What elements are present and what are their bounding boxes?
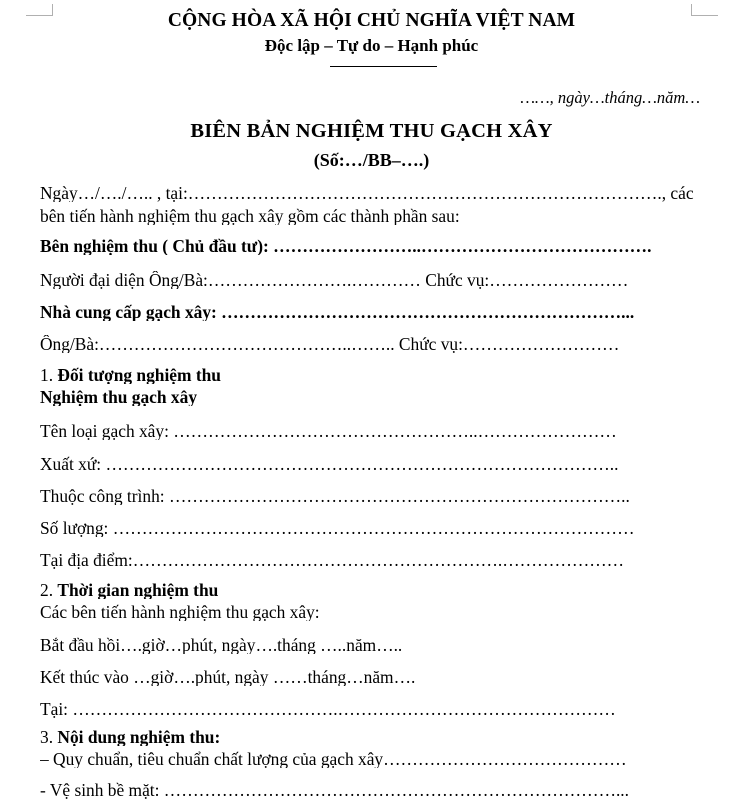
field-quantity: Số lượng: ……………………………………………………………………………… (40, 519, 635, 538)
section-1-number: 1. (40, 366, 54, 385)
document-number: (Số:…/BB–….) (313, 150, 430, 170)
field-time-start: Bắt đầu hồi….giờ…phút, ngày….tháng …..năm….. (40, 636, 403, 655)
section-1-heading (40, 366, 705, 384)
section-1-title: Đối tượng nghiệm thu (57, 366, 221, 385)
section-1-subheading: Nghiệm thu gạch xây (40, 388, 198, 407)
section-2-title: Thời gian nghiệm thu (57, 581, 219, 600)
content-item-surface: - Vệ sinh bề mặt: ……………………………………………………………………... (40, 781, 630, 800)
section-3-heading (40, 728, 705, 746)
field-origin: Xuất xứ: …………………………………………………………………………….. (40, 455, 619, 474)
section-2-heading (40, 581, 705, 599)
field-inspection-party: Bên nghiệm thu ( Chủ đầu tư): ……………………..…………………………………. (40, 237, 652, 256)
field-representative: Người đại diện Ông/Bà:…………………….………… Chức vụ:…………………… (40, 271, 629, 290)
national-motto: Độc lập – Tự do – Hạnh phúc (264, 36, 479, 55)
document-title: BIÊN BẢN NGHIỆM THU GẠCH XÂY (190, 120, 553, 142)
content-item-standard: – Quy chuẩn, tiêu chuẩn chất lượng của gạch xây…………………………………… (40, 750, 627, 769)
intro-line-1: Ngày…/…./….. , tại:………………………………………………………………………., các (40, 184, 694, 203)
field-location: Tại địa điểm:……………………………………………………….………………… (40, 551, 625, 570)
field-time-end: Kết thúc vào …giờ….phút, ngày ……tháng…năm…. (40, 668, 416, 687)
intro-line-2: bên tiến hành nghiệm thu gạch xây gồm các thành phần sau: (40, 207, 460, 226)
section-3-title: Nội dung nghiệm thu: (57, 728, 221, 747)
section-2-subheading: Các bên tiến hành nghiệm thu gạch xây: (40, 603, 320, 622)
field-supplier-person: Ông/Bà:……………………………………..…….. Chức vụ:……………………… (40, 335, 620, 354)
motto-underline-rule (330, 66, 437, 67)
field-brick-name: Tên loại gạch xây: ……………………………………………..…………………… (40, 422, 617, 441)
field-supplier: Nhà cung cấp gạch xây: ……………………………………………………………... (40, 303, 635, 322)
section-3-number: 3. (40, 728, 54, 747)
field-time-place: Tại: ……………………………………….………………………………………… (40, 700, 616, 719)
field-project: Thuộc công trình: …………………………………………………………………….. (40, 487, 630, 506)
section-2-number: 2. (40, 581, 54, 600)
date-placeholder: ……, ngày…tháng…năm… (520, 88, 700, 107)
national-heading: CỘNG HÒA XÃ HỘI CHỦ NGHĨA VIỆT NAM (167, 10, 576, 31)
